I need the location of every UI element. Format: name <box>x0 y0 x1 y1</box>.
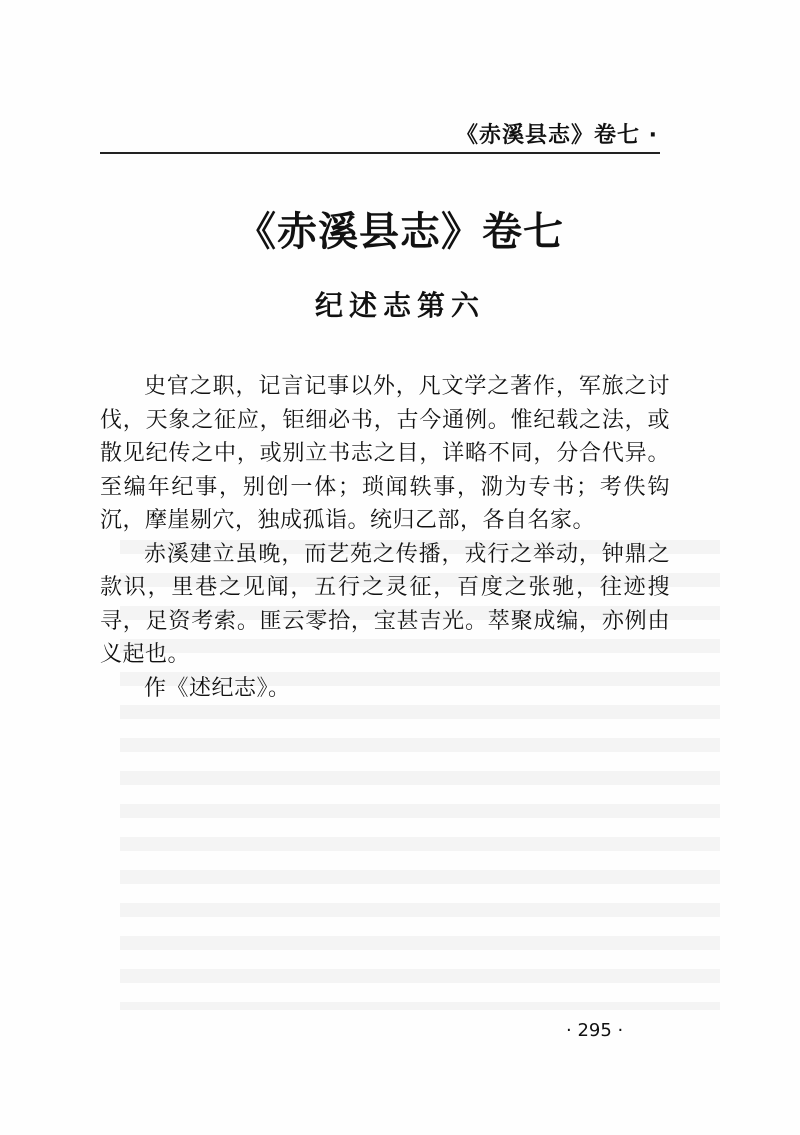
paragraph: 赤溪建立虽晚，而艺苑之传播，戎行之举动，钟鼎之款识，里巷之见闻，五行之灵征，百度之张驰，往迹搜寻，足资考索。匪云零拾，宝甚吉光。萃聚成编，亦例由义起也。 <box>100 541 670 667</box>
running-header-text: 《赤溪县志》卷七 · <box>455 123 658 148</box>
page-number: · 295 · <box>566 1020 624 1041</box>
body-text <box>100 370 670 705</box>
section-subtitle: 纪述志第六 <box>314 289 485 322</box>
paragraph: 作《述纪志》。 <box>144 675 291 701</box>
paragraph: 史官之职，记言记事以外，凡文学之著作，军旅之讨伐，天象之征应，钜细必书，古今通例。惟纪载之法，或散见纪传之中，或别立书志之目，详略不同，分合代异。至编年纪事，别创一体；琐闻轶事，泐为专书；考佚钩沉，摩崖剔穴，独成孤诣。统归乙部，各自名家。 <box>100 374 670 533</box>
chapter-title: 《赤溪县志》卷七 <box>236 209 564 255</box>
running-header <box>100 108 660 154</box>
